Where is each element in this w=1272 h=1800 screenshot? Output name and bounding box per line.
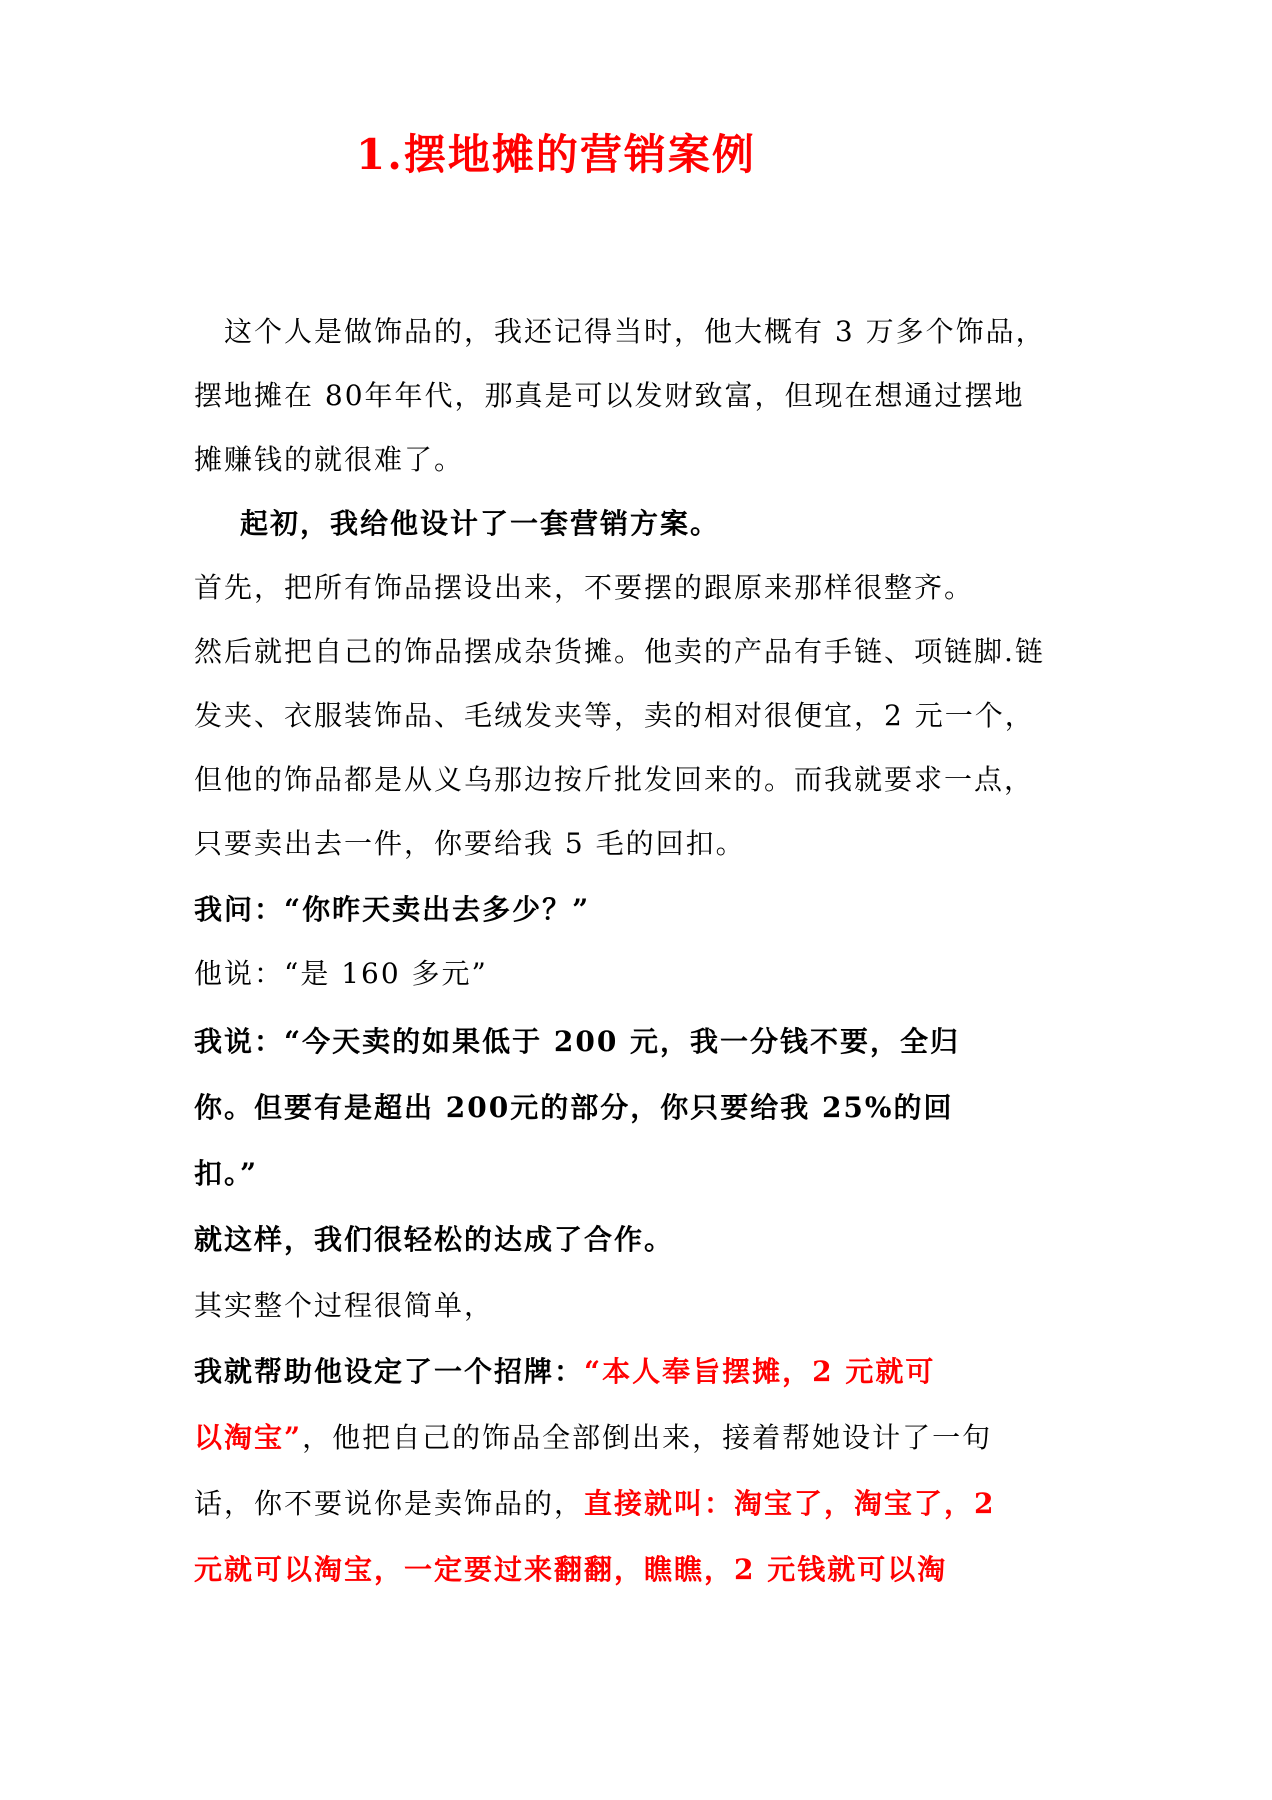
paragraph-line: 但他的饰品都是从义乌那边按斤批发回来的。而我就要求一点， xyxy=(194,763,1035,796)
paragraph-line: 扣。” xyxy=(194,1157,259,1190)
paragraph-line: 起初，我给他设计了一套营销方案。 xyxy=(240,507,721,540)
paragraph-text: 我就帮助他设定了一个招牌： xyxy=(194,1355,585,1388)
paragraph-line: 摊赚钱的就很难了。 xyxy=(194,443,465,476)
paragraph-line: 摆地摊在 80年年代，那真是可以发财致富，但现在想通过摆地 xyxy=(194,379,1025,412)
paragraph-line: 元就可以淘宝，一定要过来翻翻，瞧瞧，2 元钱就可以淘 xyxy=(194,1553,948,1586)
paragraph-line: 我问：“你昨天卖出去多少？” xyxy=(194,893,591,926)
paragraph-line: 我说：“今天卖的如果低于 200 元，我一分钱不要，全归 xyxy=(194,1025,961,1058)
paragraph-line: 首先，把所有饰品摆设出来，不要摆的跟原来那样很整齐。 xyxy=(194,571,975,604)
paragraph-line: 其实整个过程很简单， xyxy=(194,1289,495,1322)
paragraph-line: 这个人是做饰品的，我还记得当时，他大概有 3 万多个饰品， xyxy=(224,315,1046,348)
paragraph-line: 你。但要有是超出 200元的部分，你只要给我 25%的回 xyxy=(194,1091,954,1124)
paragraph-line xyxy=(194,1352,935,1392)
paragraph-line: 然后就把自己的饰品摆成杂货摊。他卖的产品有手链、项链脚.链 xyxy=(194,635,1045,668)
paragraph-line: 就这样，我们很轻松的达成了合作。 xyxy=(194,1223,675,1256)
document-title: 1.摆地摊的营销案例 xyxy=(356,130,756,179)
highlighted-slogan: “本人奉旨摆摊，2 元就可 xyxy=(584,1355,936,1388)
paragraph-text: ，他把自己的饰品全部倒出来，接着帮她设计了一句 xyxy=(302,1421,993,1454)
paragraph-line: 他说：“是 160 多元” xyxy=(194,957,488,990)
paragraph-line: 只要卖出去一件，你要给我 5 毛的回扣。 xyxy=(194,827,746,860)
paragraph-line xyxy=(194,1484,996,1524)
highlighted-slogan: 直接就叫：淘宝了，淘宝了，2 xyxy=(584,1487,996,1520)
paragraph-line xyxy=(194,1418,992,1458)
paragraph-text: 话，你不要说你是卖饰品的， xyxy=(194,1487,585,1520)
paragraph-line: 发夹、衣服装饰品、毛绒发夹等，卖的相对很便宜，2 元一个， xyxy=(194,699,1035,732)
highlighted-slogan: 以淘宝” xyxy=(194,1421,303,1454)
